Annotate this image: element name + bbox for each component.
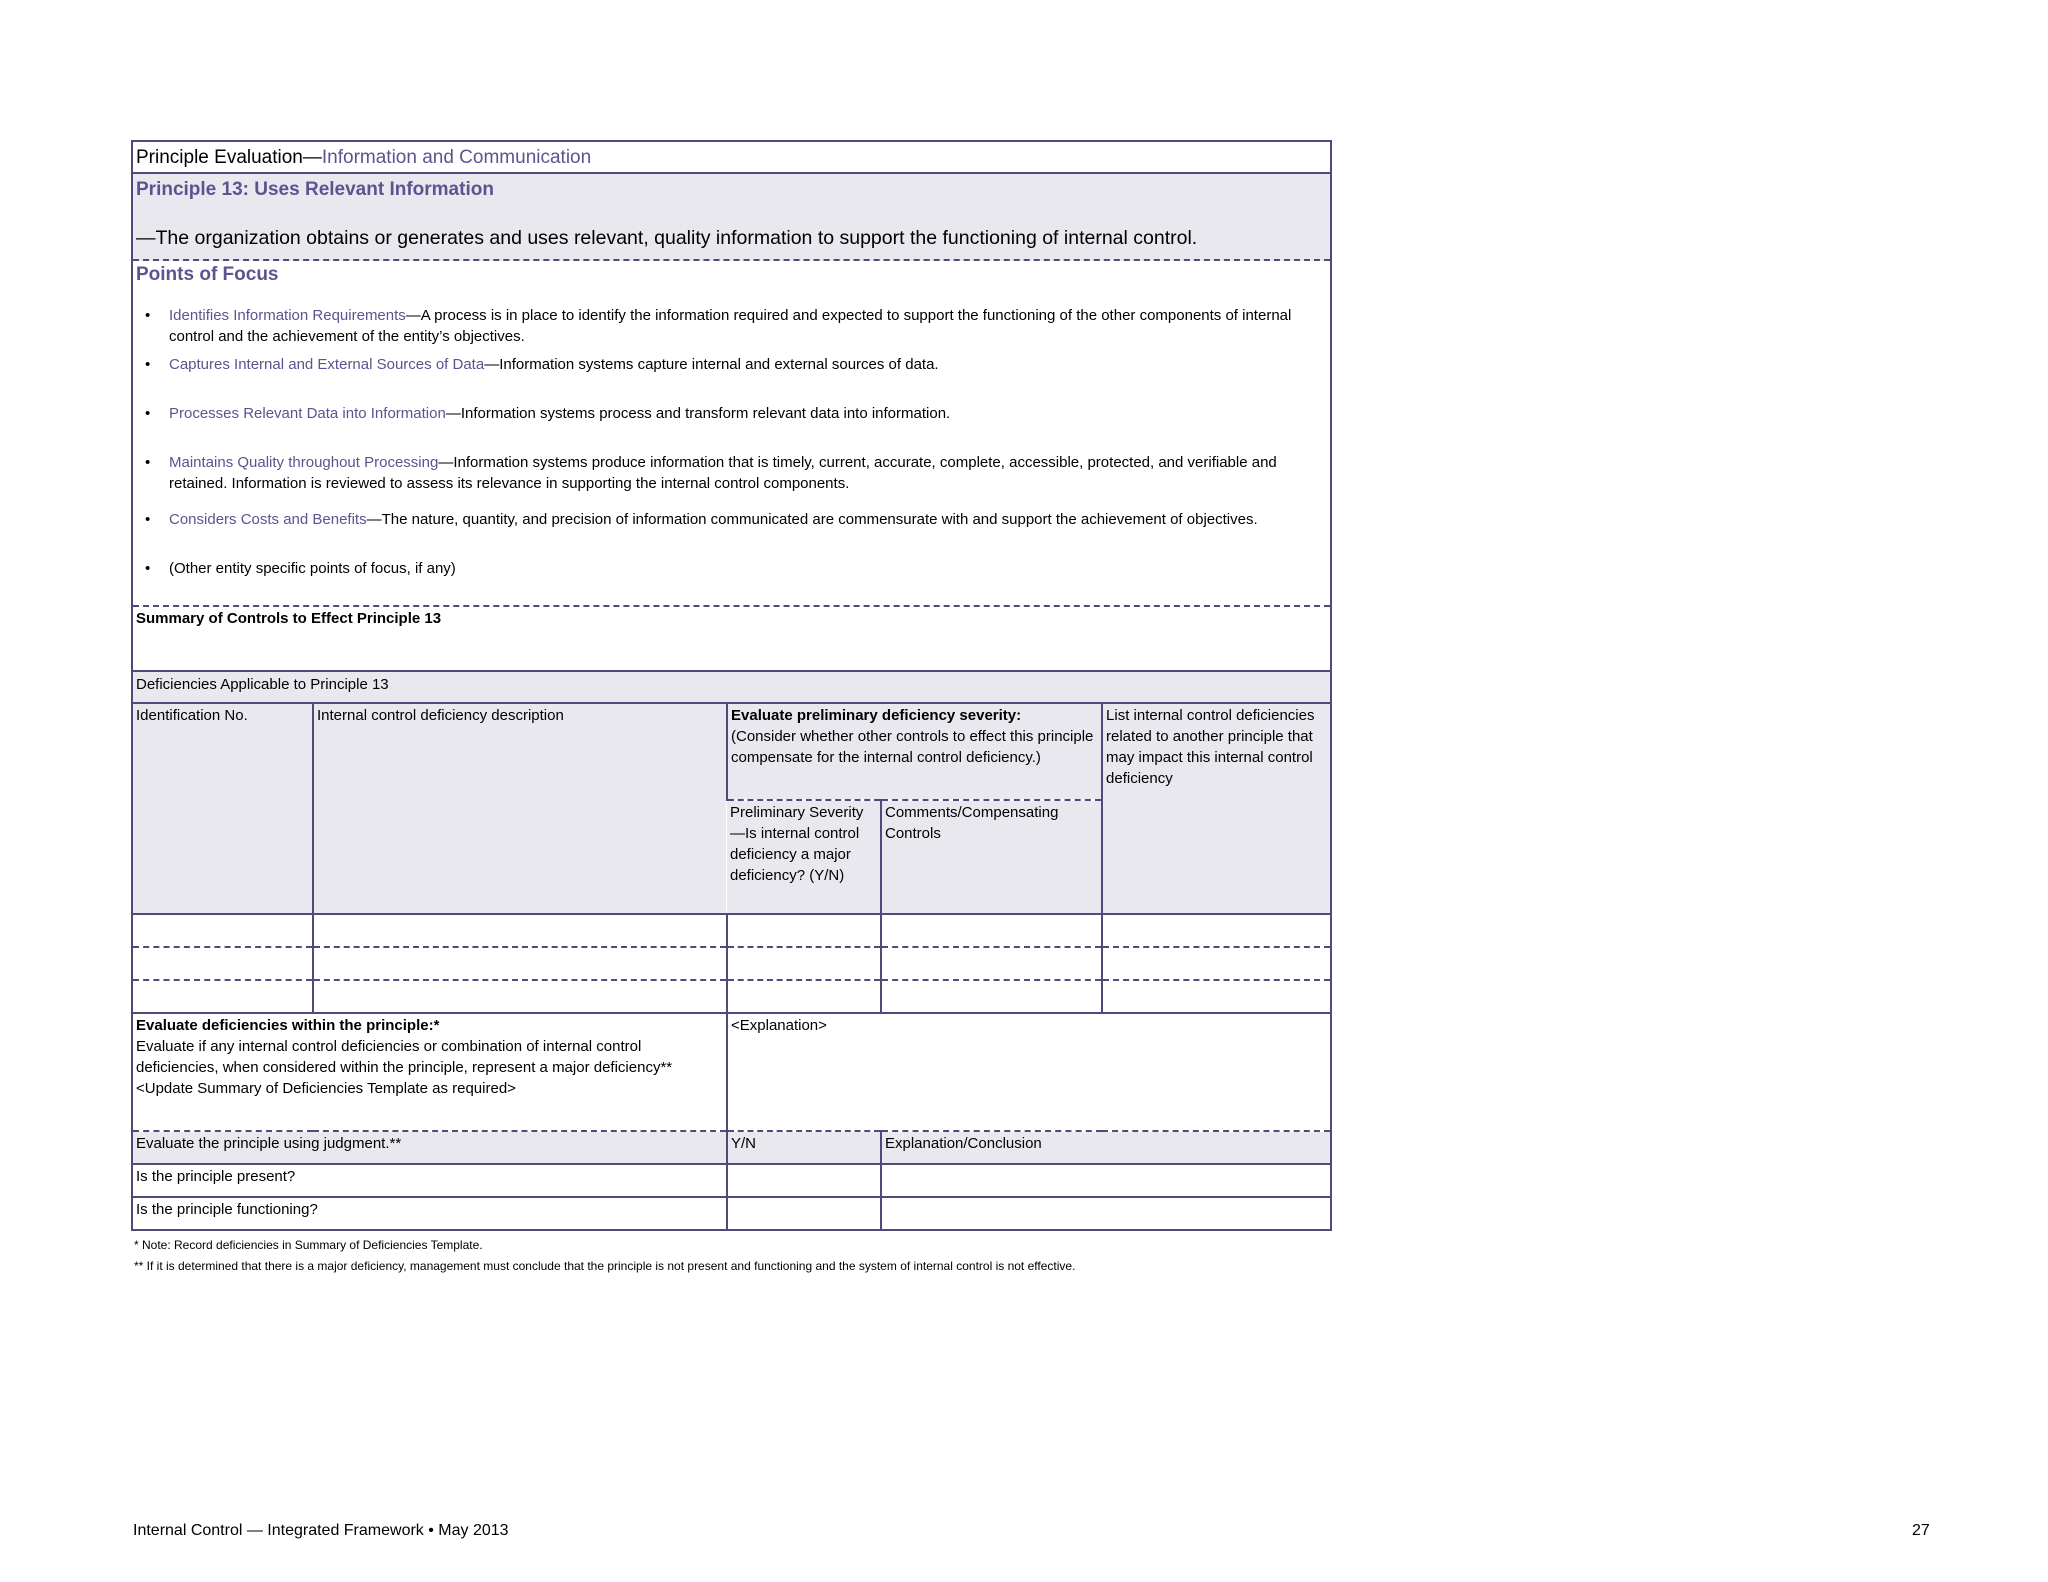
focus-item-term: Maintains Quality throughout Processing	[169, 454, 439, 471]
evaluate-within-bold: Evaluate deficiencies within the principle:*	[136, 1017, 440, 1034]
table-row	[133, 947, 1330, 980]
focus-item-term: Considers Costs and Benefits	[169, 511, 367, 528]
principle-functioning-yn[interactable]	[727, 1197, 881, 1229]
bullet-icon: •	[145, 307, 151, 324]
table-row	[133, 980, 1330, 1013]
principle-functioning-conclusion[interactable]	[881, 1197, 1330, 1229]
form-title-category: Information and Communication	[321, 147, 592, 168]
focus-item	[145, 452, 1319, 494]
cell-identification-no[interactable]	[133, 980, 313, 1013]
header-identification-no: Identification No.	[133, 704, 313, 914]
evaluate-within-text: Evaluate if any internal control deficiencies or combination of internal control deficiencies, when considered within the principle, represent a major deficiency**	[136, 1038, 673, 1076]
cell-comments[interactable]	[881, 980, 1102, 1013]
focus-item	[145, 558, 1319, 579]
focus-item	[145, 354, 1319, 375]
page-number: 27	[1912, 1522, 1930, 1539]
header-evaluate-severity-text: (Consider whether other controls to effect this principle compensate for the internal control deficiency.)	[731, 728, 1094, 766]
focus-item-text: —Information systems capture internal and external sources of data.	[484, 356, 939, 373]
focus-item-text: —A process is in place to identify the information required and expected to support the functioning of the other components of internal control and the achievement of the entity’s objectives.	[169, 307, 1292, 345]
judgment-yn-header: Y/N	[727, 1131, 881, 1164]
principle-heading: Principle 13: Uses Relevant Information	[136, 179, 494, 200]
cell-preliminary-severity[interactable]	[727, 947, 881, 980]
focus-item-text: —Information systems produce information that is timely, current, accurate, complete, accessible, protected, and verifiable and retained. Information is reviewed to assess its relevance in supporting the internal control components.	[169, 454, 1277, 492]
cell-identification-no[interactable]	[133, 947, 313, 980]
cell-preliminary-severity[interactable]	[727, 980, 881, 1013]
judgment-label: Evaluate the principle using judgment.**	[133, 1131, 727, 1164]
cell-related-deficiencies[interactable]	[1102, 914, 1330, 947]
principle-present-yn[interactable]	[727, 1164, 881, 1197]
form-title	[133, 142, 1330, 174]
cell-deficiency-description[interactable]	[313, 914, 727, 947]
focus-item-term: Processes Relevant Data into Information	[169, 405, 446, 422]
points-of-focus-section	[133, 261, 1330, 607]
form-title-prefix: Principle Evaluation—	[136, 147, 322, 168]
principle-present-label: Is the principle present?	[133, 1164, 727, 1197]
bullet-icon: •	[145, 356, 151, 373]
principle-description: —The organization obtains or generates and uses relevant, quality information to support the functioning of internal control.	[136, 227, 1198, 249]
focus-item-text: —The nature, quantity, and precision of information communicated are commensurate with and support the achievement of objectives.	[366, 511, 1258, 528]
cell-identification-no[interactable]	[133, 914, 313, 947]
header-comments-compensating: Comments/Compensating Controls	[881, 800, 1102, 914]
evaluate-within-update: <Update Summary of Deficiencies Template as required>	[136, 1080, 516, 1097]
principle-functioning-label: Is the principle functioning?	[136, 1201, 318, 1218]
focus-item-text: —Information systems process and transform relevant data into information.	[445, 405, 951, 422]
cell-preliminary-severity[interactable]	[727, 914, 881, 947]
focus-item-term: Captures Internal and External Sources of Data	[169, 356, 485, 373]
judgment-conclusion-header: Explanation/Conclusion	[881, 1131, 1330, 1164]
summary-of-controls: Summary of Controls to Effect Principle 13	[133, 607, 1330, 672]
header-evaluate-severity	[727, 704, 1102, 800]
focus-item-term: Identifies Information Requirements	[169, 307, 406, 324]
focus-item	[145, 403, 1319, 424]
focus-item-text: (Other entity specific points of focus, if any)	[169, 560, 456, 577]
cell-related-deficiencies[interactable]	[1102, 947, 1330, 980]
deficiency-table	[133, 704, 1330, 1229]
cell-comments[interactable]	[881, 914, 1102, 947]
header-deficiency-description: Internal control deficiency description	[313, 704, 727, 914]
footer-title: Internal Control — Integrated Framework • May 2013	[133, 1522, 509, 1539]
cell-deficiency-description[interactable]	[313, 947, 727, 980]
evaluate-within-principle	[133, 1013, 727, 1131]
bullet-icon: •	[145, 511, 151, 528]
deficiencies-heading: Deficiencies Applicable to Principle 13	[133, 672, 1330, 704]
focus-item	[145, 509, 1319, 530]
header-evaluate-severity-bold: Evaluate preliminary deficiency severity:	[731, 707, 1022, 724]
cell-comments[interactable]	[881, 947, 1102, 980]
header-preliminary-severity: Preliminary Severity—Is internal control deficiency a major deficiency? (Y/N)	[727, 800, 881, 914]
bullet-icon: •	[145, 560, 151, 577]
principle-present-conclusion[interactable]	[881, 1164, 1330, 1197]
header-related-deficiencies: List internal control deficiencies related to another principle that may impact this internal control deficiency	[1102, 704, 1330, 914]
note-summary-deficiencies: * Note: Record deficiencies in Summary of Deficiencies Template.	[134, 1238, 483, 1252]
bullet-icon: •	[145, 454, 151, 471]
principle-evaluation-form	[131, 140, 1332, 1231]
evaluate-within-explanation[interactable]: <Explanation>	[727, 1013, 1330, 1131]
bullet-icon: •	[145, 405, 151, 422]
note-major-deficiency: ** If it is determined that there is a major deficiency, management must conclude that the principle is not present and functioning and the system of internal control is not effective.	[134, 1259, 1076, 1273]
principle-section	[133, 174, 1330, 261]
table-row	[133, 914, 1330, 947]
focus-item	[145, 305, 1319, 347]
cell-deficiency-description[interactable]	[313, 980, 727, 1013]
cell-related-deficiencies[interactable]	[1102, 980, 1330, 1013]
points-of-focus-heading: Points of Focus	[136, 264, 279, 285]
